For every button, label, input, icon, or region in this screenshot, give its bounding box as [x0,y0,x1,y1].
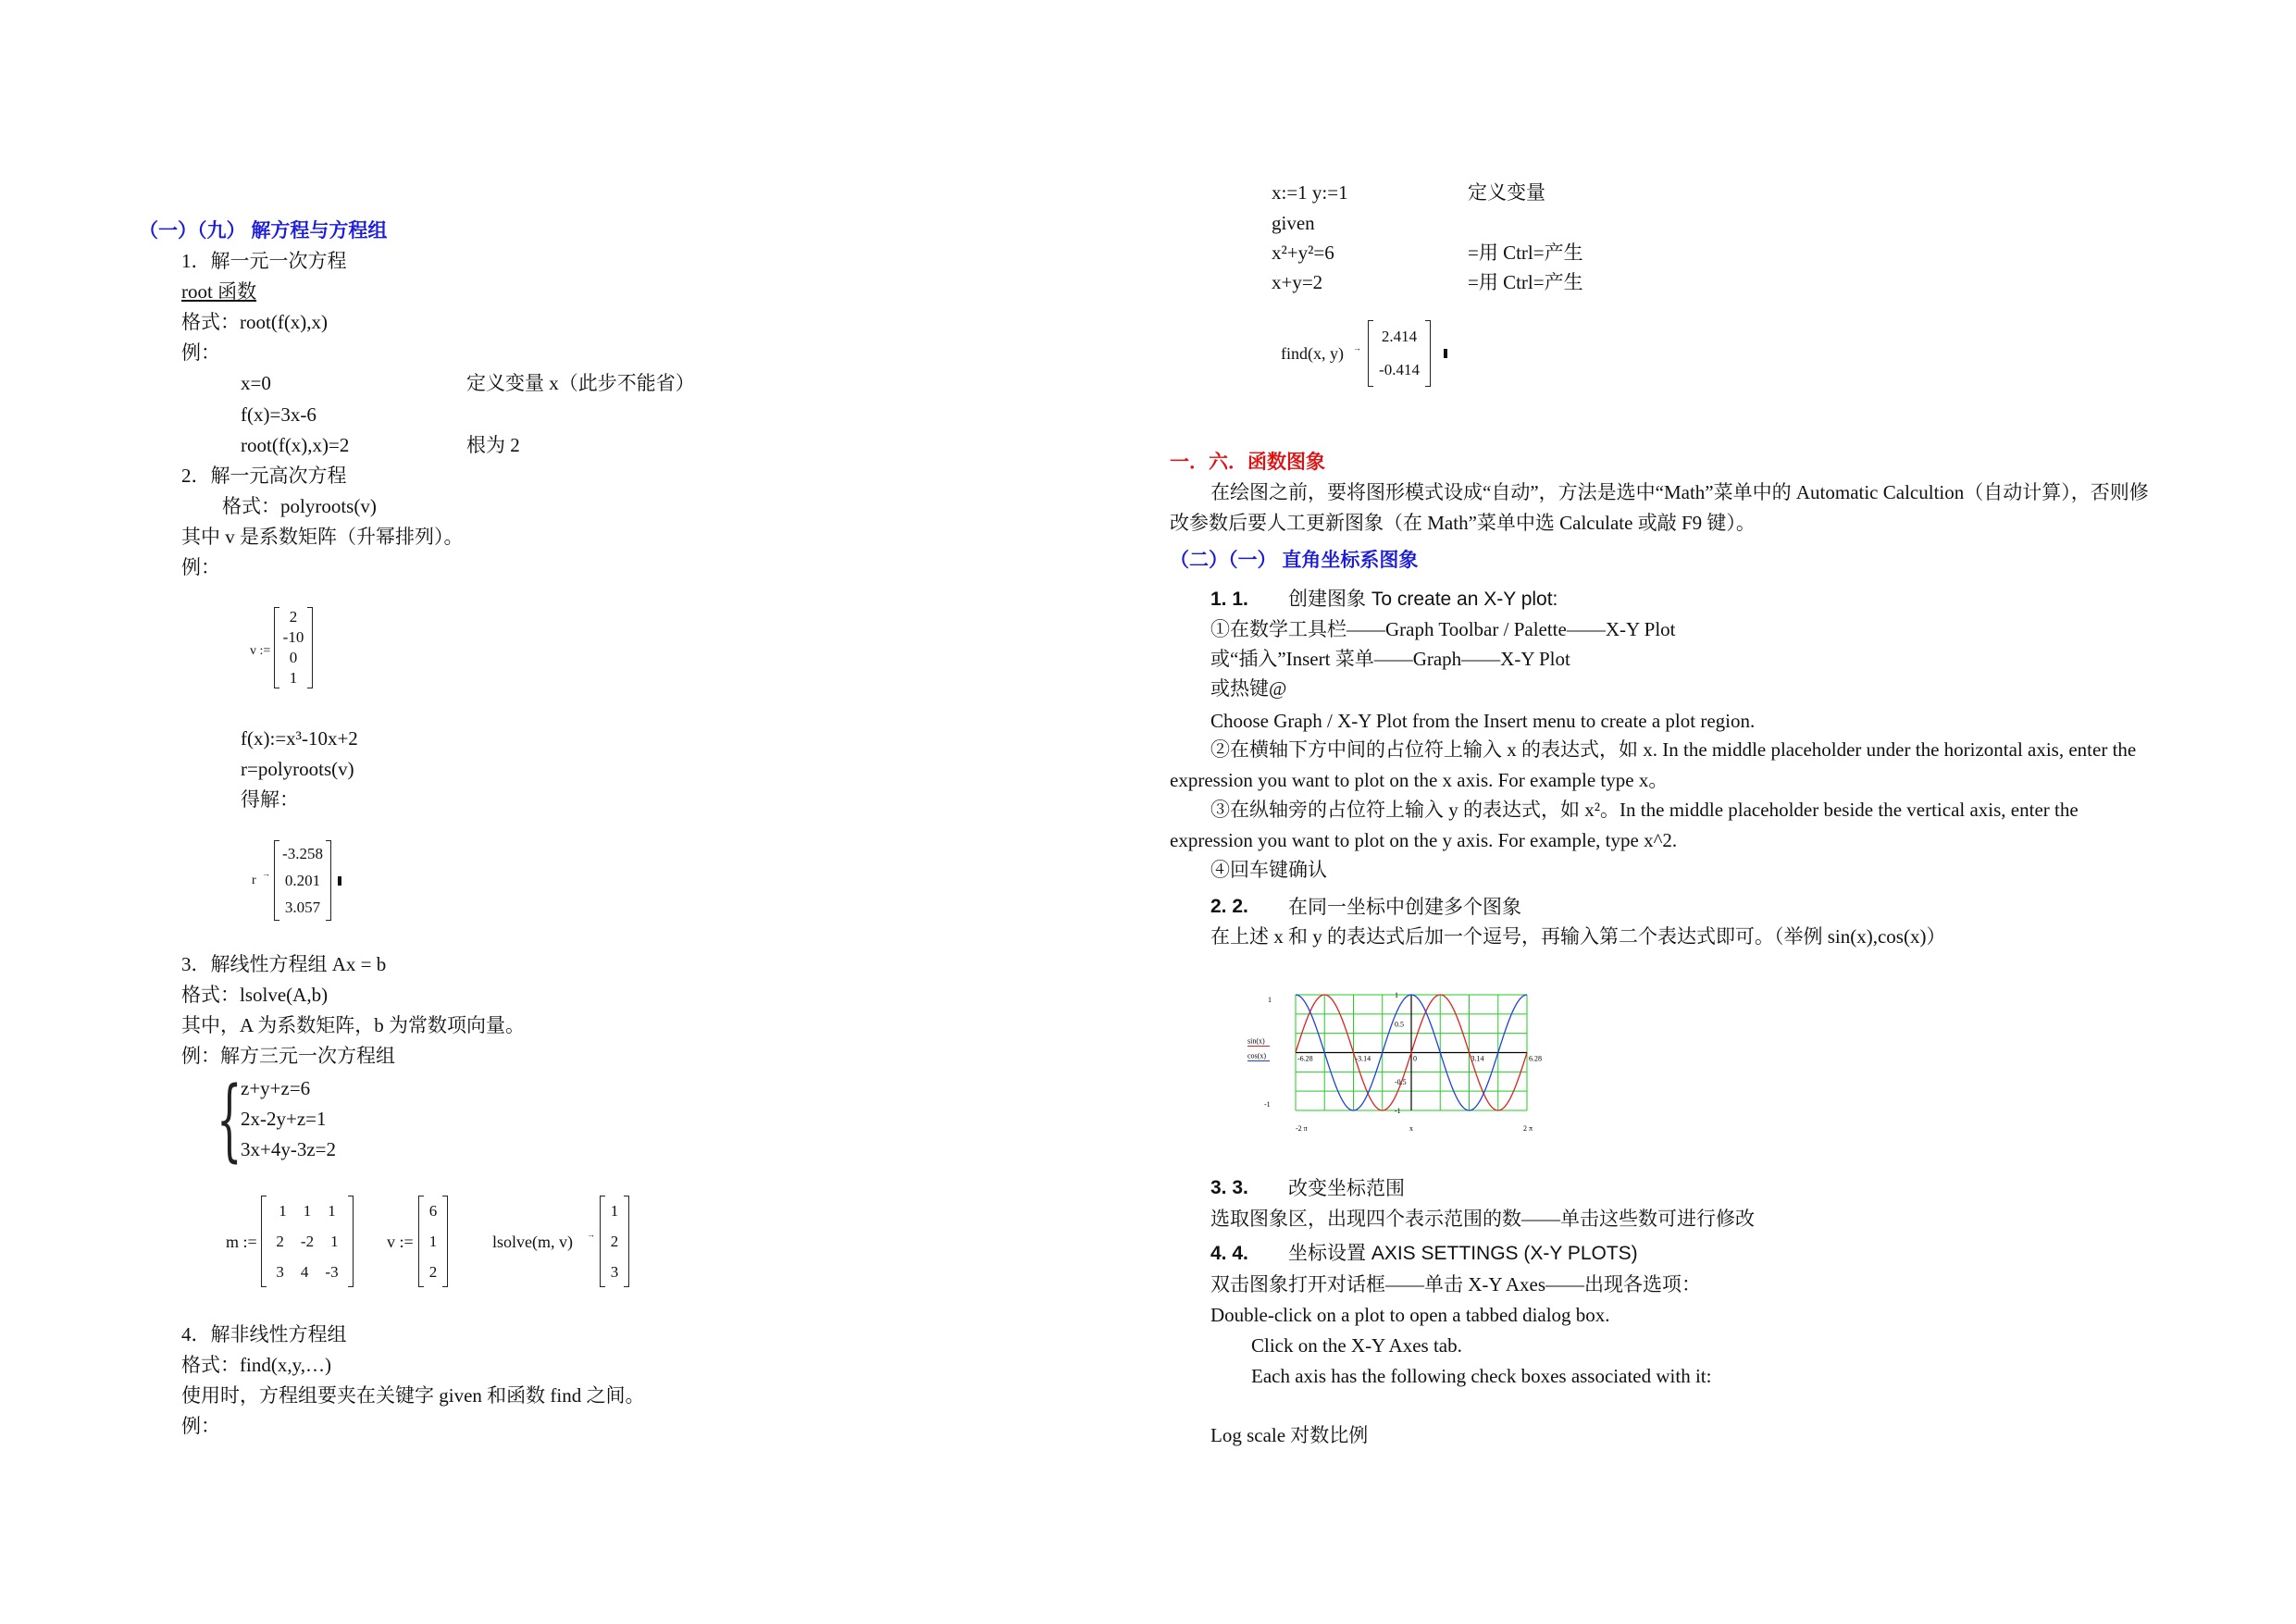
arrow-icon: → [1353,343,1361,353]
item-4-d: Each axis has the following check boxes associated with it: [1251,1365,1712,1387]
sin-cos-plot[interactable] [1231,981,1555,1147]
s3-eq-1: z+y+z=6 [241,1077,311,1099]
section-heading-graphs: 一．六．函数图象 [1170,452,1325,473]
matrix-cell: -0.414 [1379,361,1420,378]
matrix-cell: 0.201 [284,872,321,889]
item-2-number: 2. 2. [1210,896,1248,917]
matrix-cell: 2 [276,1233,284,1250]
matrix-cell: 6 [428,1202,438,1220]
s2-v-matrix [274,607,313,688]
s1-root-note: 根为 2 [466,434,520,456]
s3-desc: 其中，A 为系数矩阵，b 为常数项向量。 [181,1014,526,1036]
item-1-g: ④回车键确认 [1210,859,1327,881]
matrix-cell: 2 [289,608,298,626]
matrix-row [267,1257,347,1287]
item-1-f: ③在纵轴旁的占位符上输入 y 的表达式，如 x²。In the middle placeholder beside the vertical axis, enter the expression you want to plot on the y axis. For example, type x^2. [1170,799,2079,851]
item-4-c: Click on the X-Y Axes tab. [1251,1334,1462,1357]
item-1-b: 或“插入”Insert 菜单——Graph——X-Y Plot [1210,648,1570,670]
s2-r: r=polyroots(v) [241,758,354,780]
matrix-cell: 1 [330,1233,339,1250]
matrix-cell: 0 [289,649,298,666]
find-label: find(x, y) [1281,344,1344,363]
s1-root-call: root(f(x),x)=2 [241,434,350,456]
s2-v-label: v := [250,644,271,658]
y-tick-label: 0.5 [1395,1020,1404,1029]
s3-example: 例：解方三元一次方程组 [181,1045,395,1067]
matrix-cell: 1 [289,669,298,687]
matrix-row [606,1257,623,1287]
intro-paragraph: 在绘图之前，要将图形模式设成“自动”，方法是选中“Math”菜单中的 Automatic Calcultion（自动计算），否则修改参数后要人工更新图象（在 Math”菜单中选 Calculate 或敲 F9 键）。 [1170,481,2149,534]
s2-desc: 其中 v 是系数矩阵（升幂排列）。 [181,526,464,548]
matrix-cell: 1 [428,1233,438,1250]
s1-root-function: root 函数 [181,280,257,303]
matrix-cell: 1 [328,1202,336,1220]
s3-eq-2: 2x-2y+z=1 [241,1108,327,1130]
matrix-cell: 3 [610,1263,619,1281]
eq-1-note: =用 Ctrl=产生 [1468,242,1583,264]
s4-example: 例： [181,1415,220,1437]
matrix-row [606,1226,623,1257]
x-tick-label: 3.14 [1471,1054,1484,1063]
item-3-title: 改变坐标范围 [1288,1177,1405,1199]
matrix-row [425,1196,441,1226]
matrix-cell: 1 [610,1202,619,1220]
arrow-icon: → [262,869,270,878]
item-2-title: 在同一坐标中创建多个图象 [1288,896,1521,918]
item-1-title: 创建图象 To create an X-Y plot: [1288,589,1558,610]
matrix-cell: 2 [428,1263,438,1281]
matrix-row [267,1226,347,1257]
s2-r-label: r [252,874,256,887]
s4-format: 格式：find(x,y,…) [181,1354,331,1376]
arrow-icon: → [587,1230,595,1239]
section-heading-equations: （一）（九） 解方程与方程组 [139,220,388,242]
s3-eq-3: 3x+4y-3z=2 [241,1138,337,1160]
matrix-row [267,1196,347,1226]
s2-format: 格式：polyroots(v) [222,495,377,517]
matrix-cell: 2.414 [1381,328,1418,345]
s2-result-label: 得解： [241,788,299,811]
s3-v-matrix [418,1196,448,1287]
eq-2: x+y=2 [1272,271,1323,293]
item-4-e: Log scale 对数比例 [1210,1424,1369,1446]
cursor-icon [1444,349,1447,358]
x-tick-label: -6.28 [1297,1054,1313,1063]
s1-title: 1．解一元一次方程 [181,250,347,272]
matrix-row [425,1257,441,1287]
s2-r-matrix [274,840,331,921]
y-tick-label: -0.5 [1395,1077,1407,1086]
s3-title: 3．解线性方程组 Ax = b [181,953,387,975]
item-4-a: 双击图象打开对话框——单击 X-Y Axes——出现各选项： [1210,1273,1702,1295]
s3-v-label: v := [387,1233,414,1251]
matrix-cell: 4 [300,1263,309,1281]
y-tick-label: 1 [1395,991,1398,999]
s1-fx: f(x)=3x-6 [241,403,316,426]
matrix-cell: 1 [303,1202,312,1220]
y-expression-label: sin(x) [1247,1036,1265,1046]
y-expression-label: cos(x) [1247,1051,1266,1060]
matrix-cell: -3 [325,1263,339,1281]
s2-example-label: 例： [181,556,220,578]
x-range-right-label: 2 π [1523,1124,1533,1133]
left-brace-icon: { [217,1068,242,1172]
s3-m-matrix [261,1196,354,1287]
item-4-title: 坐标设置 AXIS SETTINGS (X-Y PLOTS) [1288,1243,1638,1264]
x-tick-label: -3.14 [1355,1054,1371,1063]
matrix-row [425,1226,441,1257]
section-heading-xy: （二）（一） 直角坐标系图象 [1170,550,1419,571]
x-range-left-label: -2 π [1296,1124,1308,1133]
matrix-cell: -3.258 [282,845,323,862]
item-1-e: ②在横轴下方中间的占位符上输入 x 的表达式，如 x. In the middle placeholder under the horizontal axis, enter the expression you want to plot on the x axis. For example type x。 [1170,738,2137,791]
item-1-d: Choose Graph / X-Y Plot from the Insert menu to create a plot region. [1210,710,1756,732]
y-range-bottom-label: -1 [1264,1100,1271,1109]
s1-format: 格式：root(f(x),x) [181,311,329,333]
eq-1: x²+y²=6 [1272,242,1334,264]
find-result-matrix [1368,320,1431,387]
x-tick-label: 0 [1413,1054,1417,1063]
s2-fx: f(x):=x³-10x+2 [241,727,358,750]
s1-x-def-note: 定义变量 x（此步不能省） [466,372,695,394]
matrix-cell: 3.057 [284,899,321,916]
item-1-a: ①在数学工具栏——Graph Toolbar / Palette——X-Y Plot [1210,618,1676,640]
matrix-cell: -10 [282,628,304,646]
x-tick-label: 6.28 [1529,1054,1542,1063]
matrix-cell: 3 [276,1263,284,1281]
item-1-c: 或热键@ [1210,677,1287,700]
matrix-cell: -2 [300,1233,315,1250]
item-3-desc: 选取图象区，出现四个表示范围的数——单击这些数可进行修改 [1210,1208,1755,1230]
item-3-number: 3. 3. [1210,1177,1248,1198]
s3-format: 格式：lsolve(A,b) [181,984,329,1006]
y-range-top-label: 1 [1268,996,1272,1004]
cursor-icon [338,876,341,886]
s2-title: 2．解一元高次方程 [181,465,347,487]
x-axis-expression-label: x [1409,1124,1413,1133]
matrix-row [606,1196,623,1226]
eq-2-note: =用 Ctrl=产生 [1468,271,1583,293]
s4-desc: 使用时，方程组要夹在关键字 given 和函数 find 之间。 [181,1384,645,1407]
item-4-b: Double-click on a plot to open a tabbed dialog box. [1210,1304,1610,1326]
y-tick-label: -1 [1395,1107,1401,1115]
s1-x-def: x=0 [241,372,271,394]
xy-def-note: 定义变量 [1468,181,1545,204]
s3-m-label: m := [226,1233,257,1251]
item-4-number: 4. 4. [1210,1243,1248,1264]
s3-lsolve-label: lsolve(m, v) [492,1233,573,1251]
s1-example-label: 例： [181,341,220,364]
given-keyword: given [1272,212,1315,234]
xy-def: x:=1 y:=1 [1272,181,1348,204]
item-1-number: 1. 1. [1210,589,1248,610]
item-2-desc: 在上述 x 和 y 的表达式后加一个逗号，再输入第二个表达式即可。（举例 sin(x),cos(x)） [1210,925,1946,948]
matrix-cell: 2 [610,1233,619,1250]
s4-title: 4．解非线性方程组 [181,1323,347,1345]
matrix-cell: 1 [279,1202,287,1220]
s3-result-matrix [600,1196,629,1287]
